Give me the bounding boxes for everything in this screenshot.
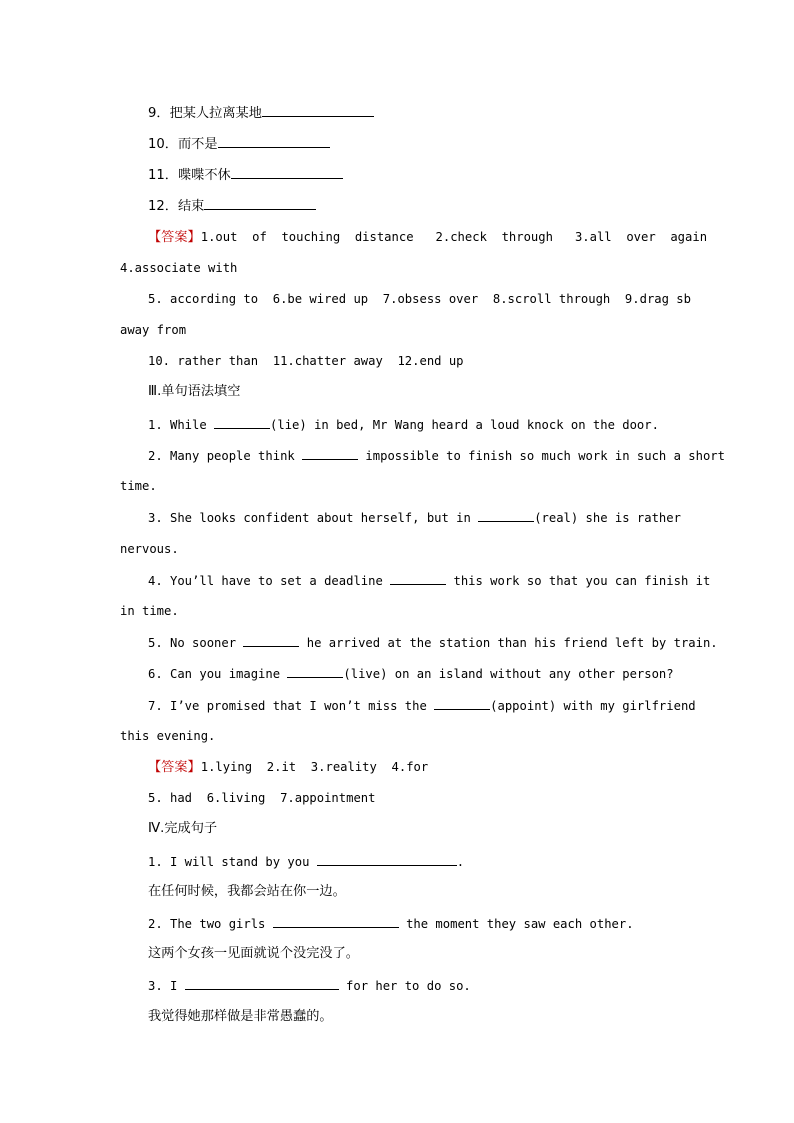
answer-line-2: 4.associate with xyxy=(120,261,238,275)
sentence-1 xyxy=(148,853,464,870)
sentence-2 xyxy=(148,915,634,932)
grammar-question-2-cont: time. xyxy=(120,479,157,493)
item-number: 11． xyxy=(148,168,178,183)
question-text: 5. No sooner xyxy=(148,636,244,650)
section-title: Ⅲ.单句语法填空 xyxy=(148,384,241,399)
answer-line-4: away from xyxy=(120,323,187,337)
grammar-question-6 xyxy=(148,665,674,682)
question-text: 7. I’ve promised that I won’t miss the xyxy=(148,699,435,713)
answer-blank[interactable] xyxy=(243,634,299,647)
sentence-1-translation: 在任何时候，我都会站在你一边。 xyxy=(148,884,346,899)
sentence-2-translation: 这两个女孩一见面就说个没完没了。 xyxy=(148,946,359,961)
answer-blank[interactable] xyxy=(214,416,270,429)
answer-blank[interactable] xyxy=(287,665,343,678)
vocab-item-11 xyxy=(148,166,343,184)
question-text: 2. The two girls xyxy=(148,917,273,931)
item-text: 结束 xyxy=(177,199,205,214)
item-number: 10． xyxy=(148,137,178,152)
question-text: (appoint) with my girlfriend xyxy=(490,699,696,713)
grammar-question-7 xyxy=(148,697,696,714)
answer-line-1 xyxy=(148,229,707,246)
item-number: 9． xyxy=(148,106,170,121)
sentence-3 xyxy=(148,977,471,994)
question-text: (lie) in bed, Mr Wang heard a loud knock on the door. xyxy=(270,418,659,432)
answer-line-3: 5. according to 6.be wired up 7.obsess over 8.scroll through 9.drag sb xyxy=(148,292,691,306)
grammar-question-7-cont: this evening. xyxy=(120,729,216,743)
question-text: this work so that you can finish it xyxy=(446,574,711,588)
sentence-3-translation: 我觉得她那样做是非常愚蠢的。 xyxy=(148,1009,333,1024)
item-text: 而不是 xyxy=(177,137,218,152)
question-text: 4. You’ll have to set a deadline xyxy=(148,574,391,588)
question-text: (real) she is rather xyxy=(534,511,681,525)
answer-label: 【答案】 xyxy=(148,230,201,245)
answer-blank[interactable] xyxy=(218,135,330,148)
answer-blank[interactable] xyxy=(478,509,534,522)
answer-text: 1.out of touching distance 2.check through 3.all over again xyxy=(200,230,708,244)
vocab-item-10 xyxy=(148,135,330,153)
grammar-question-1 xyxy=(148,416,659,433)
answer-blank[interactable] xyxy=(317,853,457,866)
item-text: 把某人拉离某地 xyxy=(169,106,262,121)
question-text: the moment they saw each other. xyxy=(398,917,634,931)
answer-blank[interactable] xyxy=(231,166,343,179)
answer-line-7: 5. had 6.living 7.appointment xyxy=(148,791,376,805)
item-number: 12． xyxy=(148,199,178,214)
answer-line-6 xyxy=(148,759,428,776)
grammar-question-3-cont: nervous. xyxy=(120,542,179,556)
grammar-question-4 xyxy=(148,572,710,589)
grammar-question-2 xyxy=(148,447,725,464)
item-text: 喋喋不休 xyxy=(177,168,231,183)
question-text: . xyxy=(456,855,465,869)
question-text: 3. I xyxy=(148,979,185,993)
answer-blank[interactable] xyxy=(262,104,374,117)
question-text: 1. I will stand by you xyxy=(148,855,317,869)
question-text: for her to do so. xyxy=(338,979,471,993)
grammar-question-5 xyxy=(148,634,718,651)
question-text: he arrived at the station than his friend left by train. xyxy=(299,636,718,650)
answer-blank[interactable] xyxy=(204,197,316,210)
answer-line-5: 10. rather than 11.chatter away 12.end up xyxy=(148,354,464,368)
vocab-item-12 xyxy=(148,197,316,215)
question-text: 2. Many people think xyxy=(148,449,303,463)
section-title: Ⅳ.完成句子 xyxy=(148,821,218,836)
question-text: impossible to finish so much work in such a short xyxy=(358,449,725,463)
answer-blank[interactable] xyxy=(302,447,358,460)
grammar-question-4-cont: in time. xyxy=(120,604,179,618)
question-text: 6. Can you imagine xyxy=(148,667,288,681)
answer-text: 1.lying 2.it 3.reality 4.for xyxy=(200,760,429,774)
grammar-question-3 xyxy=(148,509,681,526)
answer-blank[interactable] xyxy=(273,915,399,928)
question-text: 1. While xyxy=(148,418,215,432)
answer-label: 【答案】 xyxy=(148,760,201,775)
question-text: 3. She looks confident about herself, but in xyxy=(148,511,479,525)
question-text: (live) on an island without any other person? xyxy=(343,667,674,681)
vocab-item-9 xyxy=(148,104,374,122)
answer-blank[interactable] xyxy=(390,572,446,585)
answer-blank[interactable] xyxy=(434,697,490,710)
answer-blank[interactable] xyxy=(185,977,339,990)
